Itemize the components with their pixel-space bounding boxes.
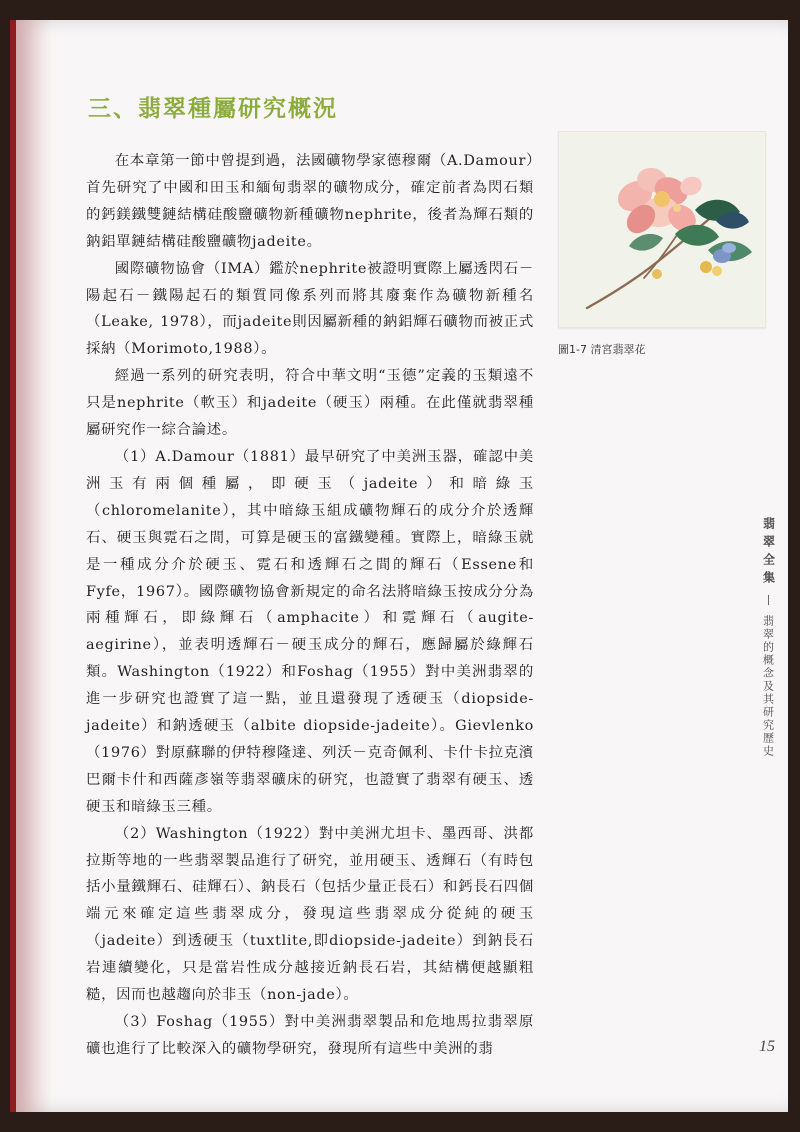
side-tab-divider xyxy=(768,595,769,605)
jade-flower-image xyxy=(558,131,766,328)
paragraph-3: 經過一系列的研究表明，符合中華文明“玉德”定義的玉類遠不只是nephrite（軟玉）和jadeite（硬玉）兩種。在此僅就翡翠種屬研究作一綜合論述。 xyxy=(86,368,534,439)
flower-center-detail xyxy=(673,204,681,212)
article-body xyxy=(86,148,534,1063)
blue-bud xyxy=(722,243,736,253)
paragraph-5: （2）Washington（1922）對中美洲尤坦卡、墨西哥、洪都拉斯等地的一些翡翠製品進行了研究，並用硬玉、透輝石（有時包括小量鐵輝石、硅輝石）、鈉長石（包括少量正長石）和鈣長石四個端元來確定這些翡翠成分，發現這些翡翠成分從純的硬玉（jadeite）到透硬玉（tuxtlite,即diopside-jadeite）到鈉長石岩連續變化，只是當岩性成分越接近鈉長石岩，其結構便越顯粗糙，因而也越趨向於非玉（non-jade）。 xyxy=(86,825,534,1004)
paragraph-1: 在本章第一節中曾提到過，法國礦物學家德穆爾（A.Damour）首先研究了中國和田玉和緬甸翡翠的礦物成分，確定前者為閃石類的鈣鎂鐵雙鏈結構硅酸鹽礦物新種礦物nephrite，後者為輝石類的鈉鋁單鏈結構硅酸鹽礦物jadeite。 xyxy=(86,153,534,250)
yellow-bud xyxy=(700,261,712,273)
figure-caption: 圖1-7 清宮翡翠花 xyxy=(558,343,646,356)
book-page xyxy=(10,20,788,1112)
image-background xyxy=(559,132,765,327)
binding-shadow xyxy=(16,20,52,1112)
paragraph-2: 國際礦物協會（IMA）鑑於nephrite被證明實際上屬透閃石－陽起石－鐵陽起石的類質同像系列而將其廢棄作為礦物新種名（Leake, 1978），而jadeite則因屬新種的鈉鋁輝石礦物而被正式採納（Morimoto,1988）。 xyxy=(86,260,534,358)
side-tab-title: 翡翠全集 xyxy=(761,517,776,589)
page-number: 15 xyxy=(759,1038,775,1055)
side-tab-subtitle: 翡翠的概念及其研究歷史 xyxy=(761,614,775,758)
paragraph-4: （1）A.Damour（1881）最早研究了中美洲玉器，確認中美洲玉有兩個種屬，即硬玉（jadeite）和暗綠玉（chloromelanite），其中暗綠玉組成礦物輝石的成分介於透輝石、硬玉與霓石之間，可算是硬玉的富鐵變種。實際上，暗綠玉就是一種成分介於硬玉、霓石和透輝石之間的輝石（Essene和Fyfe，1967）。國際礦物協會新規定的命名法將暗綠玉按成分分為兩種輝石，即綠輝石（amphacite）和霓輝石（augite-aegirine），並表明透輝石－硬玉成分的輝石，應歸屬於綠輝石類。Washington（1922）和Foshag（1955）對中美洲翡翠的進一步研究也證實了這一點，並且還發現了透硬玉（diopside-jadeite）和鈉透硬玉（albite diopside-jadeite）。Gievlenko（1976）對原蘇聯的伊特穆隆達、列沃－克奇佩利、卡什卡拉克濱巴爾卡什和西薩彥嶺等翡翠礦床的研究，也證實了翡翠有硬玉、透硬玉和暗綠玉三種。 xyxy=(86,448,534,815)
yellow-bud xyxy=(652,269,662,279)
jade-flower-illustration xyxy=(559,132,765,327)
yellow-bud xyxy=(712,266,722,276)
flower-center xyxy=(654,191,670,207)
side-tab xyxy=(756,517,780,761)
paragraph-6: （3）Foshag（1955）對中美洲翡翠製品和危地馬拉翡翠原礦也進行了比較深入的礦物學研究，發現所有這些中美洲的翡 xyxy=(86,1014,534,1057)
section-title: 三、翡翠種屬研究概況 xyxy=(88,96,338,122)
